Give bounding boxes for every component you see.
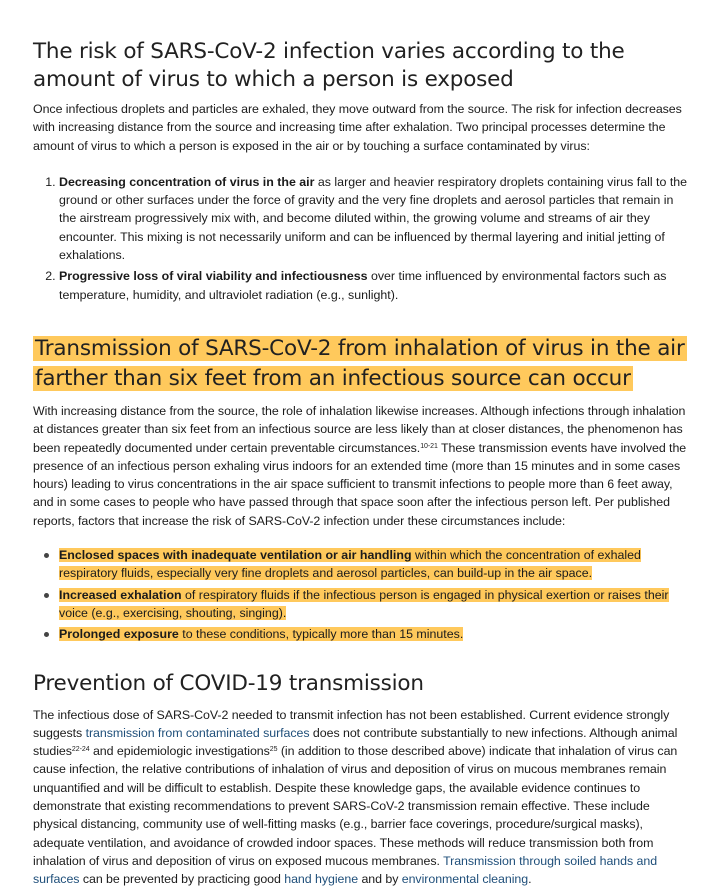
risk-factors-list — [33, 546, 693, 643]
section-transmission-paragraph — [33, 402, 693, 530]
paragraph-text: The infectious dose of SARS-CoV-2 needed to transmit infection has not been established. Current evidence strongly suggests — [33, 707, 670, 740]
list-item — [59, 267, 693, 304]
list-item-title: Enclosed spaces with inadequate ventilation or air handling — [59, 548, 412, 563]
section-risk-intro: Once infectious droplets and particles are exhaled, they move outward from the source. The risk for infection decreases with increasing distance from the source and increasing time after exhalation. Two principal processes determine the amount of virus to which a person is exposed in the air or by touching a surface contaminated by virus: — [33, 102, 682, 153]
paragraph-text: and by — [358, 872, 402, 887]
highlighted-heading-text: Transmission of SARS-CoV-2 from inhalation of virus in the air farther than six feet from an infectious source can occur — [35, 335, 685, 391]
citation-superscript: 10-21 — [420, 442, 438, 450]
list-item-title: Increased exhalation — [59, 587, 182, 602]
list-item — [59, 625, 693, 643]
bullet-icon — [44, 593, 49, 598]
section-heading-prevention: Prevention of COVID-19 transmission — [33, 670, 424, 696]
paragraph-text: (in addition to those described above) indicate that inhalation of virus can cause infection, the relative contributions of inhalation of virus and deposition of virus on mucous membranes remain unquantified and will be difficult to establish. Despite these knowledge gaps, the available evidence continues to demonstrate that existing recommendations to prevent SARS-CoV-2 transmission remain effective. These include physical distancing, community use of well-fitting masks (e.g., barrier face coverings, procedure/surgical masks), adequate ventilation, and avoidance of crowded indoor spaces. These methods will reduce transmission both from inhalation of virus and deposition of virus on exposed mucous membranes. — [33, 744, 678, 868]
list-item-title: Prolonged exposure — [59, 627, 179, 642]
list-item — [59, 546, 693, 583]
paragraph-text: and epidemiologic investigations — [89, 744, 270, 759]
paragraph-text: can be prevented by practicing good — [79, 872, 285, 887]
list-item-text: within which the concentration of exhaled respiratory fluids, especially very fine droplets and aerosol particles, can build-up in the air space. — [59, 548, 641, 581]
citation-superscript: 22-24 — [71, 746, 90, 754]
list-item-text: over time influenced by environmental factors such as temperature, humidity, and ultraviolet radiation (e.g., sunlight). — [59, 269, 667, 302]
contaminated-surfaces-link[interactable]: transmission from contaminated surfaces — [85, 725, 310, 740]
list-item — [59, 586, 693, 623]
hand-hygiene-link[interactable]: hand hygiene — [284, 872, 359, 887]
bullet-icon — [44, 553, 49, 558]
list-item-title: Decreasing concentration of virus in the air — [59, 174, 315, 189]
list-item — [59, 173, 693, 264]
list-item-text: as larger and heavier respiratory droplets containing virus fall to the ground or other surfaces under the force of gravity and the very fine droplets and aerosol particles that remain in the airstream progressively mix with, and become diluted within, the growing volume and streams of air they encounter. This mixing is not necessarily uniform and can be influenced by thermal layering and initial jetting of exhalations. — [59, 174, 688, 263]
bullet-icon — [44, 632, 49, 637]
paragraph-text: . — [528, 872, 532, 887]
section-heading-risk: The risk of SARS-CoV-2 infection varies according to the amount of virus to which a person is exposed — [33, 39, 625, 92]
soiled-hands-link[interactable]: Transmission through soiled hands and surfaces — [33, 853, 658, 887]
risk-process-list — [33, 173, 693, 304]
paragraph-text: does not contribute substantially to new infections. Although animal studies — [33, 725, 678, 759]
citation-superscript: 25 — [269, 746, 278, 754]
list-item-text: of respiratory fluids if the infectious person is engaged in physical exertion or raises their voice (e.g., exercising, shouting, singing). — [59, 587, 669, 620]
paragraph-text: With increasing distance from the source, the role of inhalation likewise increases. Although infections through inhalation at distances greater than six feet from an infectious source are less likely than at closer distances, the phenomenon has been repeatedly documented under certain preventable circumstances. — [33, 403, 686, 455]
section-prevention-paragraph — [33, 706, 693, 889]
article-content — [33, 0, 693, 889]
section-heading-transmission — [33, 334, 693, 394]
environmental-cleaning-link[interactable]: environmental cleaning — [401, 872, 529, 887]
paragraph-text: These transmission events have involved the presence of an infectious person exhaling virus indoors for an extended time (more than 15 minutes and in some cases hours) leading to virus concentrations in the air space sufficient to transmit infections to people more than 6 feet away, and in some cases to people who have passed through that space soon after the infectious person left. Per published reports, factors that increase the risk of SARS-CoV-2 infection under these circumstances include: — [33, 440, 687, 528]
list-item-title: Progressive loss of viral viability and infectiousness — [59, 269, 368, 284]
list-item-text: to these conditions, typically more than 15 minutes. — [178, 627, 464, 642]
